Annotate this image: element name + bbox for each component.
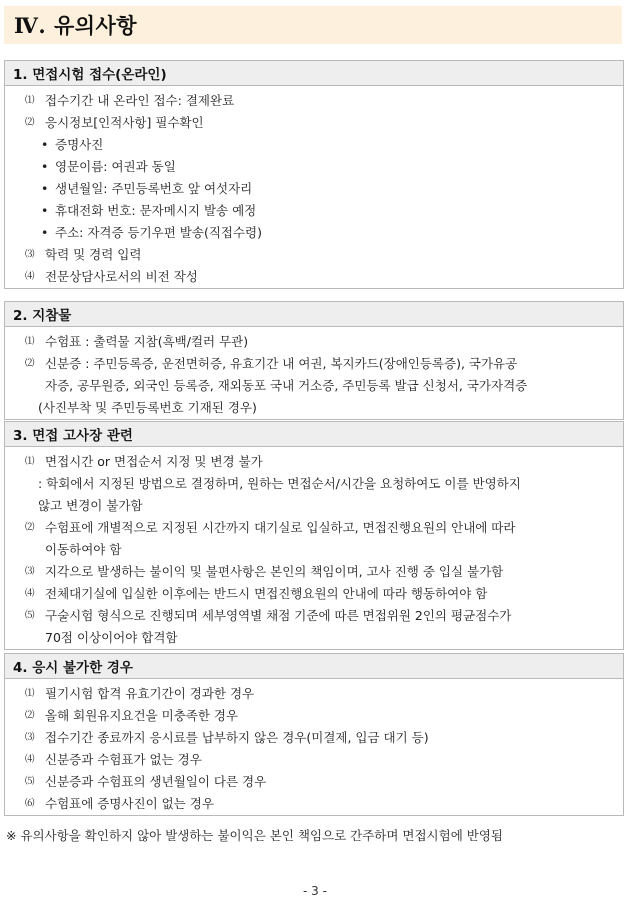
list-item bbox=[5, 627, 623, 649]
item-number: ⑴ bbox=[25, 688, 35, 699]
item-text: 수험표에 증명사진이 없는 경우 bbox=[45, 796, 214, 811]
bullet-icon: • bbox=[41, 225, 49, 240]
list-item bbox=[5, 517, 623, 539]
item-number: ⑵ bbox=[25, 522, 35, 533]
bullet-text: 휴대전화 번호: 문자메시지 발송 예정 bbox=[55, 203, 257, 218]
item-number: ⑴ bbox=[25, 95, 35, 106]
list-item bbox=[5, 451, 623, 473]
item-text: 올해 회원유지요건을 미충족한 경우 bbox=[45, 708, 239, 723]
continuation-text: 자증, 공무원증, 외국인 등록증, 재외동포 국내 거소증, 주민등록 발급 신청서, 국가자격증 bbox=[45, 378, 528, 393]
list-item bbox=[5, 583, 623, 605]
item-text: 학력 및 경력 입력 bbox=[45, 247, 142, 262]
continuation-text: : 학회에서 지정된 방법으로 결정하며, 원하는 면접순서/시간을 요청하여도 이를 반영하지 bbox=[38, 476, 521, 491]
item-number: ⑸ bbox=[25, 610, 35, 621]
list-item bbox=[5, 353, 623, 375]
list-item bbox=[5, 331, 623, 353]
item-number: ⑵ bbox=[25, 117, 35, 128]
list-item bbox=[5, 495, 623, 517]
continuation-text: 이동하여야 함 bbox=[45, 542, 122, 557]
list-item bbox=[5, 90, 623, 112]
item-text: 수험표에 개별적으로 지정된 시간까지 대기실로 입실하고, 면접진행요원의 안내에 따라 bbox=[45, 520, 516, 535]
page-title: Ⅳ. 유의사항 bbox=[14, 13, 138, 38]
continuation-text: (사진부착 및 주민등록번호 기재된 경우) bbox=[38, 400, 257, 415]
item-number: ⑵ bbox=[25, 358, 35, 369]
list-item bbox=[5, 473, 623, 495]
bullet-text: 증명사진 bbox=[55, 137, 104, 152]
list-item bbox=[5, 200, 623, 222]
list-item bbox=[5, 749, 623, 771]
bullet-icon: • bbox=[41, 159, 49, 174]
item-text: 응시정보[인적사항] 필수확인 bbox=[45, 115, 204, 130]
section-heading: 2. 지참물 bbox=[5, 302, 623, 327]
list-item bbox=[5, 222, 623, 244]
list-item bbox=[5, 771, 623, 793]
item-number: ⑶ bbox=[25, 249, 35, 260]
list-item bbox=[5, 178, 623, 200]
item-number: ⑴ bbox=[25, 456, 35, 467]
continuation-text: 70점 이상이어야 합격함 bbox=[45, 630, 178, 645]
item-text: 전문상담사로서의 비전 작성 bbox=[45, 269, 198, 284]
item-text: 지각으로 발생하는 불이익 및 불편사항은 본인의 책임이며, 고사 진행 중 입실 불가함 bbox=[45, 564, 504, 579]
bullet-icon: • bbox=[41, 181, 49, 196]
section-1 bbox=[4, 60, 624, 289]
item-text: 필기시험 합격 유효기간이 경과한 경우 bbox=[45, 686, 255, 701]
list-item bbox=[5, 727, 623, 749]
item-text: 신분증과 수험표의 생년월일이 다른 경우 bbox=[45, 774, 267, 789]
item-text: 수험표 : 출력물 지참(흑백/컬러 무관) bbox=[45, 334, 249, 349]
bullet-icon: • bbox=[41, 203, 49, 218]
list-item bbox=[5, 561, 623, 583]
section-body bbox=[5, 447, 623, 649]
item-number: ⑷ bbox=[25, 588, 35, 599]
item-number: ⑷ bbox=[25, 754, 35, 765]
item-number: ⑶ bbox=[25, 732, 35, 743]
item-text: 접수기간 종료까지 응시료를 납부하지 않은 경우(미결제, 입금 대기 등) bbox=[45, 730, 429, 745]
list-item bbox=[5, 605, 623, 627]
list-item bbox=[5, 266, 623, 288]
list-item bbox=[5, 156, 623, 178]
item-number: ⑷ bbox=[25, 271, 35, 282]
item-text: 신분증 : 주민등록증, 운전면허증, 유효기간 내 여권, 복지카드(장애인등록증), 국가유공 bbox=[45, 356, 518, 371]
list-item bbox=[5, 683, 623, 705]
item-number: ⑴ bbox=[25, 336, 35, 347]
list-item bbox=[5, 705, 623, 727]
item-text: 전체대기실에 입실한 이후에는 반드시 면접진행요원의 안내에 따라 행동하여야 함 bbox=[45, 586, 488, 601]
bullet-text: 영문이름: 여권과 동일 bbox=[55, 159, 176, 174]
section-4 bbox=[4, 653, 624, 816]
item-number: ⑹ bbox=[25, 798, 35, 809]
list-item bbox=[5, 112, 623, 134]
list-item bbox=[5, 793, 623, 815]
footnote: ※ 유의사항을 확인하지 않아 발생하는 불이익은 본인 책임으로 간주하며 면접시험에 반영됨 bbox=[6, 828, 503, 843]
section-2 bbox=[4, 301, 624, 420]
item-text: 접수기간 내 온라인 접수: 결제완료 bbox=[45, 93, 235, 108]
list-item bbox=[5, 134, 623, 156]
item-text: 면접시간 or 면접순서 지정 및 변경 불가 bbox=[45, 454, 263, 469]
list-item bbox=[5, 397, 623, 419]
item-text: 구술시험 형식으로 진행되며 세부영역별 채점 기준에 따른 면접위원 2인의 평균점수가 bbox=[45, 608, 512, 623]
item-text: 신분증과 수험표가 없는 경우 bbox=[45, 752, 202, 767]
section-heading: 1. 면접시험 접수(온라인) bbox=[5, 61, 623, 86]
section-heading: 3. 면접 고사장 관련 bbox=[5, 422, 623, 447]
list-item bbox=[5, 539, 623, 561]
list-item bbox=[5, 244, 623, 266]
section-3 bbox=[4, 421, 624, 650]
bullet-icon: • bbox=[41, 137, 49, 152]
bullet-text: 주소: 자격증 등기우편 발송(직접수령) bbox=[55, 225, 263, 240]
section-heading: 4. 응시 불가한 경우 bbox=[5, 654, 623, 679]
list-item bbox=[5, 375, 623, 397]
item-number: ⑸ bbox=[25, 776, 35, 787]
section-body bbox=[5, 679, 623, 815]
page-title-bar bbox=[4, 6, 622, 44]
section-body bbox=[5, 327, 623, 419]
page-number: - 3 - bbox=[303, 884, 327, 898]
item-number: ⑵ bbox=[25, 710, 35, 721]
section-body bbox=[5, 86, 623, 288]
item-number: ⑶ bbox=[25, 566, 35, 577]
bullet-text: 생년월일: 주민등록번호 앞 여섯자리 bbox=[55, 181, 253, 196]
continuation-text: 않고 변경이 불가함 bbox=[38, 498, 143, 513]
